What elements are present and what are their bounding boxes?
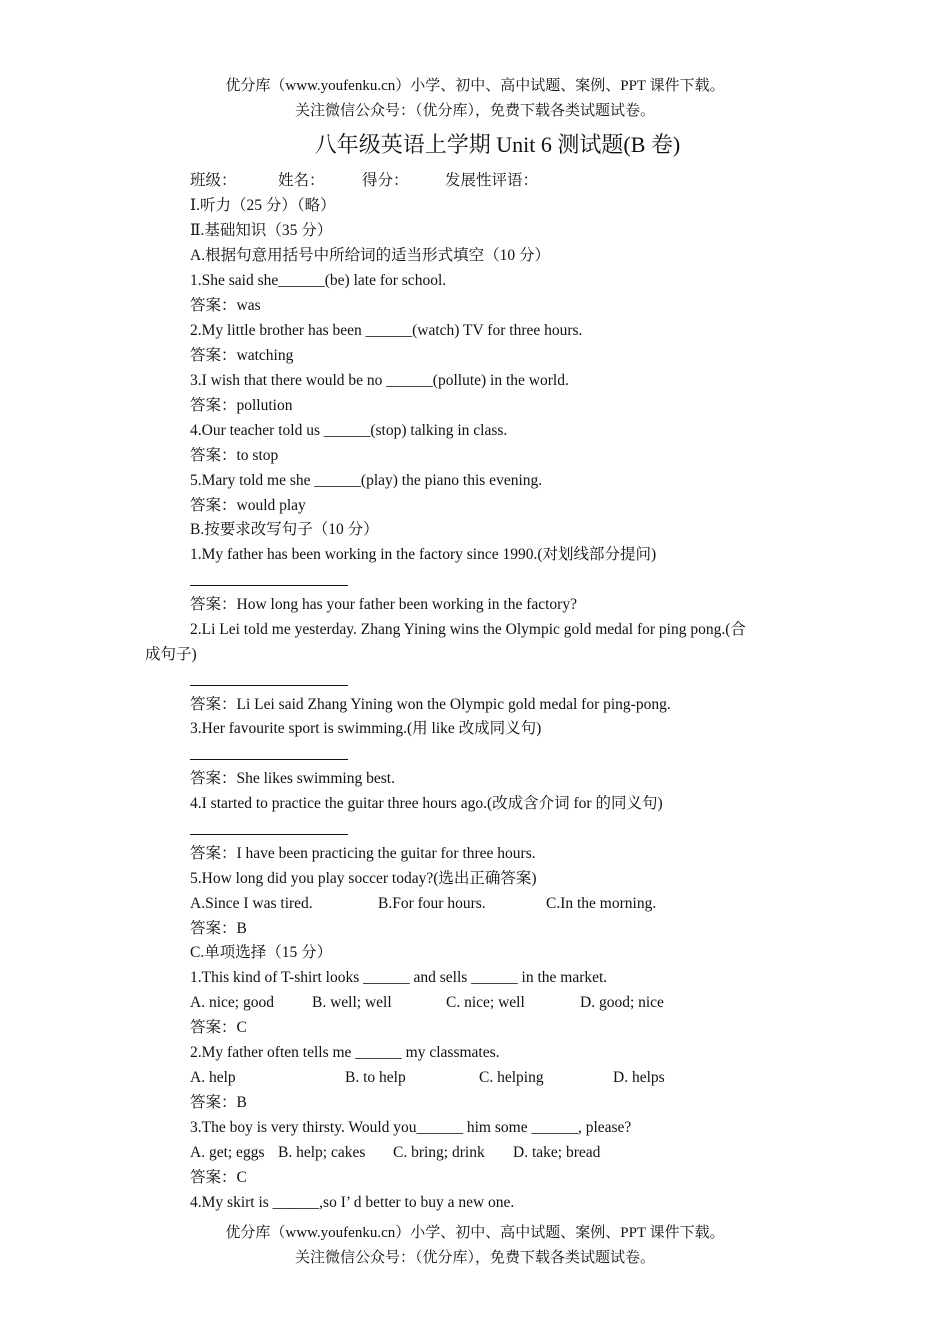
b-answer-3: 答案：She likes swimming best. bbox=[190, 770, 395, 787]
section-listening: Ⅰ.听力（25 分）（略） bbox=[190, 197, 336, 214]
b-question-1: 1.My father has been working in the factory since 1990.(对划线部分提问) bbox=[190, 546, 657, 563]
c-q3-option-a: A. get; eggs bbox=[190, 1144, 265, 1161]
info-class: 班级： bbox=[190, 172, 237, 189]
section-c-heading: C.单项选择（15 分） bbox=[190, 944, 333, 961]
c-q1-option-a: A. nice; good bbox=[190, 994, 274, 1011]
c-q1-option-c: C. nice; well bbox=[446, 994, 525, 1011]
footer-line-2: 关注微信公众号：（优分库），免费下载各类试题试卷。 bbox=[294, 1250, 655, 1266]
a-question-3: 3.I wish that there would be no ______(pollute) in the world. bbox=[190, 372, 569, 389]
b-answer-1: 答案：How long has your father been working in the factory? bbox=[190, 596, 577, 613]
c-q1-option-d: D. good; nice bbox=[580, 994, 664, 1011]
b-answer-blank-1 bbox=[190, 585, 348, 586]
a-answer-5: 答案：would play bbox=[190, 497, 306, 514]
page-title: 八年级英语上学期 Unit 6 测试题(B 卷) bbox=[314, 132, 681, 157]
a-question-1: 1.She said she______(be) late for school. bbox=[190, 272, 447, 289]
c-q1-option-b: B. well; well bbox=[312, 994, 392, 1011]
info-name: 姓名： bbox=[278, 172, 325, 189]
a-question-4: 4.Our teacher told us ______(stop) talking in class. bbox=[190, 422, 508, 439]
a-answer-2: 答案：watching bbox=[190, 347, 294, 364]
c-q2-option-d: D. helps bbox=[613, 1069, 665, 1086]
b-answer-blank-4 bbox=[190, 834, 348, 835]
a-question-2: 2.My little brother has been ______(watch) TV for three hours. bbox=[190, 322, 583, 339]
b-q5-option-c: C.In the morning. bbox=[546, 895, 657, 912]
c-q2-option-a: A. help bbox=[190, 1069, 236, 1086]
b-answer-2: 答案：Li Lei said Zhang Yining won the Olympic gold medal for ping-pong. bbox=[190, 696, 671, 713]
b-question-2-line-2: 成句子) bbox=[145, 646, 197, 663]
section-b-heading: B.按要求改写句子（10 分） bbox=[190, 521, 379, 538]
b-question-3: 3.Her favourite sport is swimming.(用 like 改成同义句) bbox=[190, 720, 542, 737]
c-q3-option-b: B. help; cakes bbox=[278, 1144, 366, 1161]
c-question-2: 2.My father often tells me ______ my classmates. bbox=[190, 1044, 500, 1061]
b-q5-option-b: B.For four hours. bbox=[378, 895, 486, 912]
c-q2-option-b: B. to help bbox=[345, 1069, 406, 1086]
a-answer-3: 答案：pollution bbox=[190, 397, 293, 414]
c-q2-option-c: C. helping bbox=[479, 1069, 544, 1086]
section-a-heading: A.根据句意用括号中所给词的适当形式填空（10 分） bbox=[190, 247, 550, 264]
b-q5-option-a: A.Since I was tired. bbox=[190, 895, 313, 912]
a-question-5: 5.Mary told me she ______(play) the piano this evening. bbox=[190, 472, 543, 489]
footer-line-1: 优分库（www.youfenku.cn）小学、初中、高中试题、案例、PPT 课件下载。 bbox=[225, 1225, 725, 1241]
b-answer-4: 答案：I have been practicing the guitar for three hours. bbox=[190, 845, 536, 862]
b-answer-blank-3 bbox=[190, 759, 348, 760]
c-answer-3: 答案：C bbox=[190, 1169, 247, 1186]
header-line-1: 优分库（www.youfenku.cn）小学、初中、高中试题、案例、PPT 课件下载。 bbox=[225, 78, 725, 94]
header-line-2: 关注微信公众号：（优分库），免费下载各类试题试卷。 bbox=[294, 103, 655, 119]
b-answer-5: 答案：B bbox=[190, 920, 247, 937]
b-question-5: 5.How long did you play soccer today?(选出正确答案) bbox=[190, 870, 537, 887]
a-answer-4: 答案：to stop bbox=[190, 447, 279, 464]
info-comment: 发展性评语： bbox=[445, 172, 539, 189]
info-score: 得分： bbox=[362, 172, 409, 189]
c-question-3: 3.The boy is very thirsty. Would you______ him some ______, please? bbox=[190, 1119, 632, 1136]
b-question-2-line-1: 2.Li Lei told me yesterday. Zhang Yining wins the Olympic gold medal for ping pong.(合 bbox=[190, 621, 746, 638]
b-answer-blank-2 bbox=[190, 685, 348, 686]
c-q3-option-d: D. take; bread bbox=[513, 1144, 601, 1161]
a-answer-1: 答案：was bbox=[190, 297, 261, 314]
section-basics: Ⅱ.基础知识（35 分） bbox=[190, 222, 333, 239]
c-question-4: 4.My skirt is ______,so I’ d better to buy a new one. bbox=[190, 1194, 515, 1211]
c-answer-2: 答案：B bbox=[190, 1094, 247, 1111]
c-question-1: 1.This kind of T-shirt looks ______ and sells ______ in the market. bbox=[190, 969, 608, 986]
c-answer-1: 答案：C bbox=[190, 1019, 247, 1036]
c-q3-option-c: C. bring; drink bbox=[393, 1144, 485, 1161]
b-question-4: 4.I started to practice the guitar three hours ago.(改成含介词 for 的同义句) bbox=[190, 795, 663, 812]
